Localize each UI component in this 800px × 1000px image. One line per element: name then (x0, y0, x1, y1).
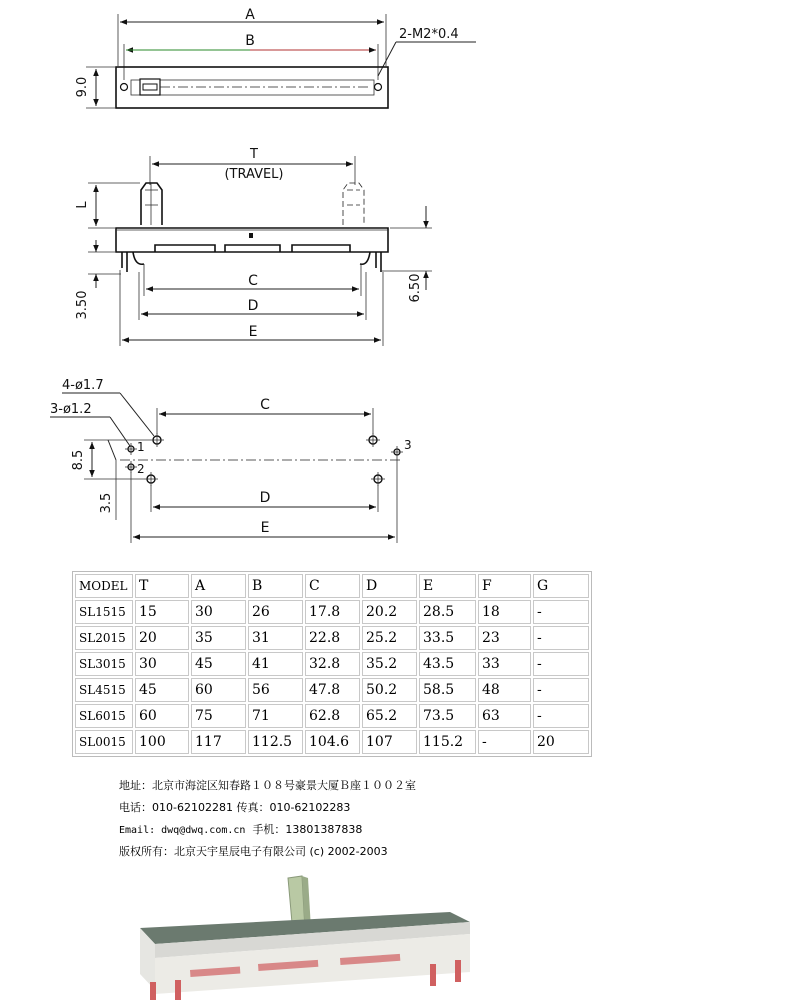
table-cell: 31 (248, 626, 303, 650)
table-cell: 28.5 (419, 600, 476, 624)
pin-1-label: 1 (137, 440, 145, 454)
copyright-line (119, 841, 416, 863)
table-cell: 25.2 (362, 626, 417, 650)
dimension-C-label: C (248, 273, 258, 289)
email-mobile-line (119, 819, 416, 841)
table-cell: 35 (191, 626, 246, 650)
table-cell: 20 (533, 730, 589, 754)
table-cell: 65.2 (362, 704, 417, 728)
table-cell: - (533, 600, 589, 624)
phone-fax-line (119, 797, 416, 819)
table-header-row (75, 574, 589, 598)
table-cell: 15 (135, 600, 189, 624)
table-cell: 35.2 (362, 652, 417, 676)
table-cell: 32.8 (305, 652, 360, 676)
table-cell: 60 (191, 678, 246, 702)
dimension-L-label: L (75, 201, 90, 209)
table-header-cell: E (419, 574, 476, 598)
table-cell: - (533, 678, 589, 702)
mobile-text: 手机：13801387838 (252, 823, 363, 836)
table-cell: 48 (478, 678, 531, 702)
table-cell: 17.8 (305, 600, 360, 624)
table-header-cell: G (533, 574, 589, 598)
table-cell: SL6015 (75, 704, 133, 728)
thread-callout-label: 2-M2*0.4 (399, 27, 459, 42)
address-text: 地址：北京市海淀区知春路１０８号豪景大厦Ｂ座１００２室 (119, 779, 416, 792)
table-cell: 60 (135, 704, 189, 728)
table-cell: - (478, 730, 531, 754)
table-cell: 115.2 (419, 730, 476, 754)
four-holes-callout: 4-ø1.7 (62, 378, 104, 393)
table-cell: 56 (248, 678, 303, 702)
table-cell: 20.2 (362, 600, 417, 624)
table-cell: - (533, 652, 589, 676)
table-row (75, 704, 589, 728)
table-cell: 62.8 (305, 704, 360, 728)
table-cell: 71 (248, 704, 303, 728)
table-cell: 112.5 (248, 730, 303, 754)
table-header-cell: MODEL (75, 574, 133, 598)
dimension-D-label: D (247, 298, 259, 314)
table-cell: 100 (135, 730, 189, 754)
table-cell: - (533, 626, 589, 650)
product-photo (130, 872, 480, 1000)
copyright-text: 版权所有：北京天宇星辰电子有限公司 (c) 2002-2003 (119, 845, 388, 858)
table-row (75, 600, 589, 624)
table-row (75, 626, 589, 650)
table-cell: 45 (191, 652, 246, 676)
table-cell: 33 (478, 652, 531, 676)
contact-info (119, 775, 416, 863)
table-cell: 20 (135, 626, 189, 650)
table-cell: SL2015 (75, 626, 133, 650)
table-cell: 75 (191, 704, 246, 728)
dimension-35-label: 3.5 (99, 492, 114, 514)
dimension-B-label: B (245, 33, 255, 49)
pin-2-label: 2 (137, 462, 145, 476)
specification-table (72, 571, 592, 757)
table-cell: 30 (135, 652, 189, 676)
dimension-E-label: E (248, 324, 258, 340)
table-cell: 73.5 (419, 704, 476, 728)
specification-table-body (75, 574, 589, 754)
table-cell: SL1515 (75, 600, 133, 624)
table-cell: 58.5 (419, 678, 476, 702)
table-row (75, 652, 589, 676)
hole-E-label: E (260, 520, 270, 536)
table-cell: 33.5 (419, 626, 476, 650)
table-cell: 117 (191, 730, 246, 754)
table-cell: 30 (191, 600, 246, 624)
dimension-height-label: 9.0 (75, 76, 90, 98)
hole-C-label: C (260, 397, 270, 413)
table-header-cell: F (478, 574, 531, 598)
table-cell: 22.8 (305, 626, 360, 650)
table-cell: 23 (478, 626, 531, 650)
top-view-drawing (75, 7, 476, 108)
email-text[interactable]: Email: dwq@dwq.com.cn (119, 825, 246, 836)
dimension-T-label: T (250, 147, 258, 162)
table-header-cell: T (135, 574, 189, 598)
table-cell: 41 (248, 652, 303, 676)
table-header-cell: C (305, 574, 360, 598)
table-header-cell: A (191, 574, 246, 598)
travel-label: (TRAVEL) (224, 167, 284, 182)
table-cell: 63 (478, 704, 531, 728)
table-cell: 45 (135, 678, 189, 702)
dimension-650-label: 6.50 (408, 273, 423, 303)
table-cell: 18 (478, 600, 531, 624)
phone-fax-text: 电话：010-62102281 传真：010-62102283 (119, 801, 351, 814)
three-holes-callout: 3-ø1.2 (50, 402, 92, 417)
hole-D-label: D (259, 490, 271, 506)
table-cell: - (533, 704, 589, 728)
table-cell: 107 (362, 730, 417, 754)
table-cell: 47.8 (305, 678, 360, 702)
table-cell: SL3015 (75, 652, 133, 676)
table-row (75, 730, 589, 754)
table-cell: SL0015 (75, 730, 133, 754)
table-cell: SL4515 (75, 678, 133, 702)
table-header-cell: D (362, 574, 417, 598)
dimension-85-label: 8.5 (71, 449, 86, 471)
table-cell: 43.5 (419, 652, 476, 676)
table-cell: 26 (248, 600, 303, 624)
table-header-cell: B (248, 574, 303, 598)
table-row (75, 678, 589, 702)
side-view-drawing (75, 147, 432, 346)
table-cell: 50.2 (362, 678, 417, 702)
pin-3-label: 3 (404, 438, 412, 452)
dimension-A-label: A (245, 7, 255, 23)
hole-pattern-drawing (50, 378, 412, 543)
address-line (119, 775, 416, 797)
table-cell: 104.6 (305, 730, 360, 754)
dimension-350-label: 3.50 (75, 290, 90, 320)
